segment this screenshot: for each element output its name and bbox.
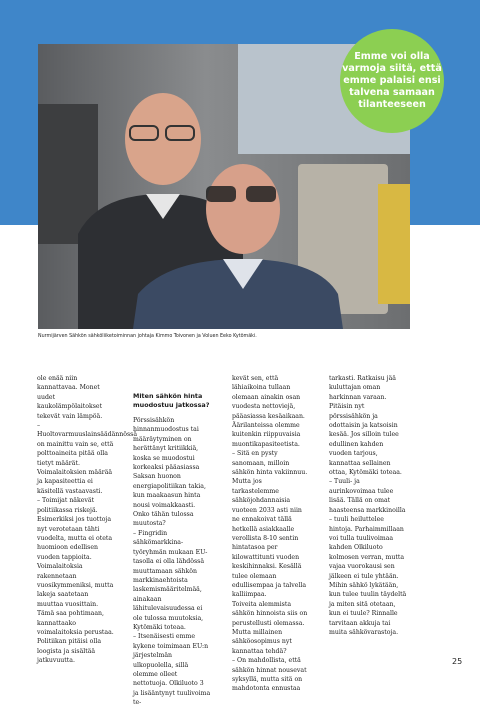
column-3-text: kevät sen, että lähiaikoina tullaan olemaan ainakin osan vuodesta nettoviejä, pääasiassa kesäaikaan. Äärilanteissa olemme kuitenkin riippuvaisia muontikapasiteetista. – Sitä en pysty sanomaan, milloin sähkön hinta vakiinnuu. Mutta jos tarkastelemme sähköjohdannaisia vuoteen 2033 asti niin ne ennakoivat tällä hetkellä asiakkaalle verollista 8-10 sentin hintatasoa per kilowattitunti vuoden keskihinnaksi. Kesällä tulee olemaan edullisempaa ja talvella kalliimpaa. Toiveita alemmista sähkön hinnoista siis on perustellusti olemassa. Mutta millainen sähköosopimus nyt kannattaa tehdä? – On mahdollista, että sähkön hinnat nousevat syksyllä, mutta sitä on mahdotonta ennustaa	[232, 375, 308, 693]
column-1-text: ole enää niin kannattavaa. Monet uudet kaukolämpölaitokset tekevät vain lämpöä. – Huoltovarmuuslainsäädännössä on mainittu vain se, että polttoaineita pitää olla tietyt määrät. Voimalaitoksien määrää ja kapasiteettia ei käsitellä vastaavasti. – Toimijat näkevät politiikassa riskejä. Esimerkiksi jos tuottoja nyt verotetaan tähti vuodelta, mutta ei oteta huomioon edellisen vuoden tappioita. Voimalaitoksia rakennetaan vuosikymmeniksi, mutta lakeja saatetaan muuttaa vuosittain. Tämä saa pohtimaan, kannattaako voimalaitoksia perustaa. Politiikan pitäisi olla loogista ja sisältää jatkuvuutta.	[37, 375, 138, 665]
column-4-text: tarkasti. Ratkaisu jää kuluttajan oman harkinnan varaan. Pitäisin nyt pörssisähkön ja odottaisin ja katsoisin kesää. Jos silloin tulee edullinen kahden vuoden tarjous, kannattaa sellainen ottaa, Kytömäki toteaa. – Tuuli- ja aurinkovoimaa tulee lisää. Tällä on omat haasteensa markkinoilla – tuuli heiluttelee hintoja. Parhaimmillaan voi tulla tuulivoimaa kahden Olkiluoto kolmosen verran, mutta vajaa vuorokausi sen jälkeen ei tule yhtään. Mihin sähkö lykätään, kun tulee tuulin täydeltä ja miten sitä otetaan, kun ei tuule? Rinnalle tarvitaan akkuja tai muita sähkövarastoja.	[329, 375, 407, 636]
photo-caption: Nurmijärven Sähkön sähköliiketoiminnan johtaja Kimmo Toivonen ja Voluen Eeko Kytömäki.	[38, 334, 257, 339]
pull-quote-bubble	[340, 29, 444, 133]
section-heading: Miten sähkön hinta muodostuu jatkossa?	[133, 392, 210, 409]
column-2-text: Pörssisähkön hinnanmuodostus tai määräytyminen on herättänyt kritiikkiä, koska se muodostui korkeaksi pääasiassa Saksan huonon energiapolitiikan takia, kun maakaasun hinta nousi voimakkaasti. Onko tähän tulossa muutosta? – Fingridin sähkömarkkina-työryhmän mukaan EU-tasolla ei olla lähdössä muuttamaan sähkön markkinaehtoista laskemismääritelmää, ainakaan lähitulevaisuudessa ei ole tulossa muutoksia, Kytömäki toteaa. – Itsenäisesti emme kykene toimimaan EU:n järjestelmän ulkopuolella, sillä olemme olleet nettotuoja. Olkiluoto 3 ja lisääntynyt tuulivoima te-	[133, 417, 211, 707]
pull-quote-text: Emme voi olla varmoja siitä, että emme palaisi ensi talvena samaan tilanteeseen	[342, 51, 442, 110]
text-column-3	[232, 374, 310, 694]
page-number: 25	[452, 657, 463, 666]
text-column-4	[329, 374, 407, 637]
text-column-1	[37, 374, 138, 666]
text-column-2	[133, 374, 211, 708]
